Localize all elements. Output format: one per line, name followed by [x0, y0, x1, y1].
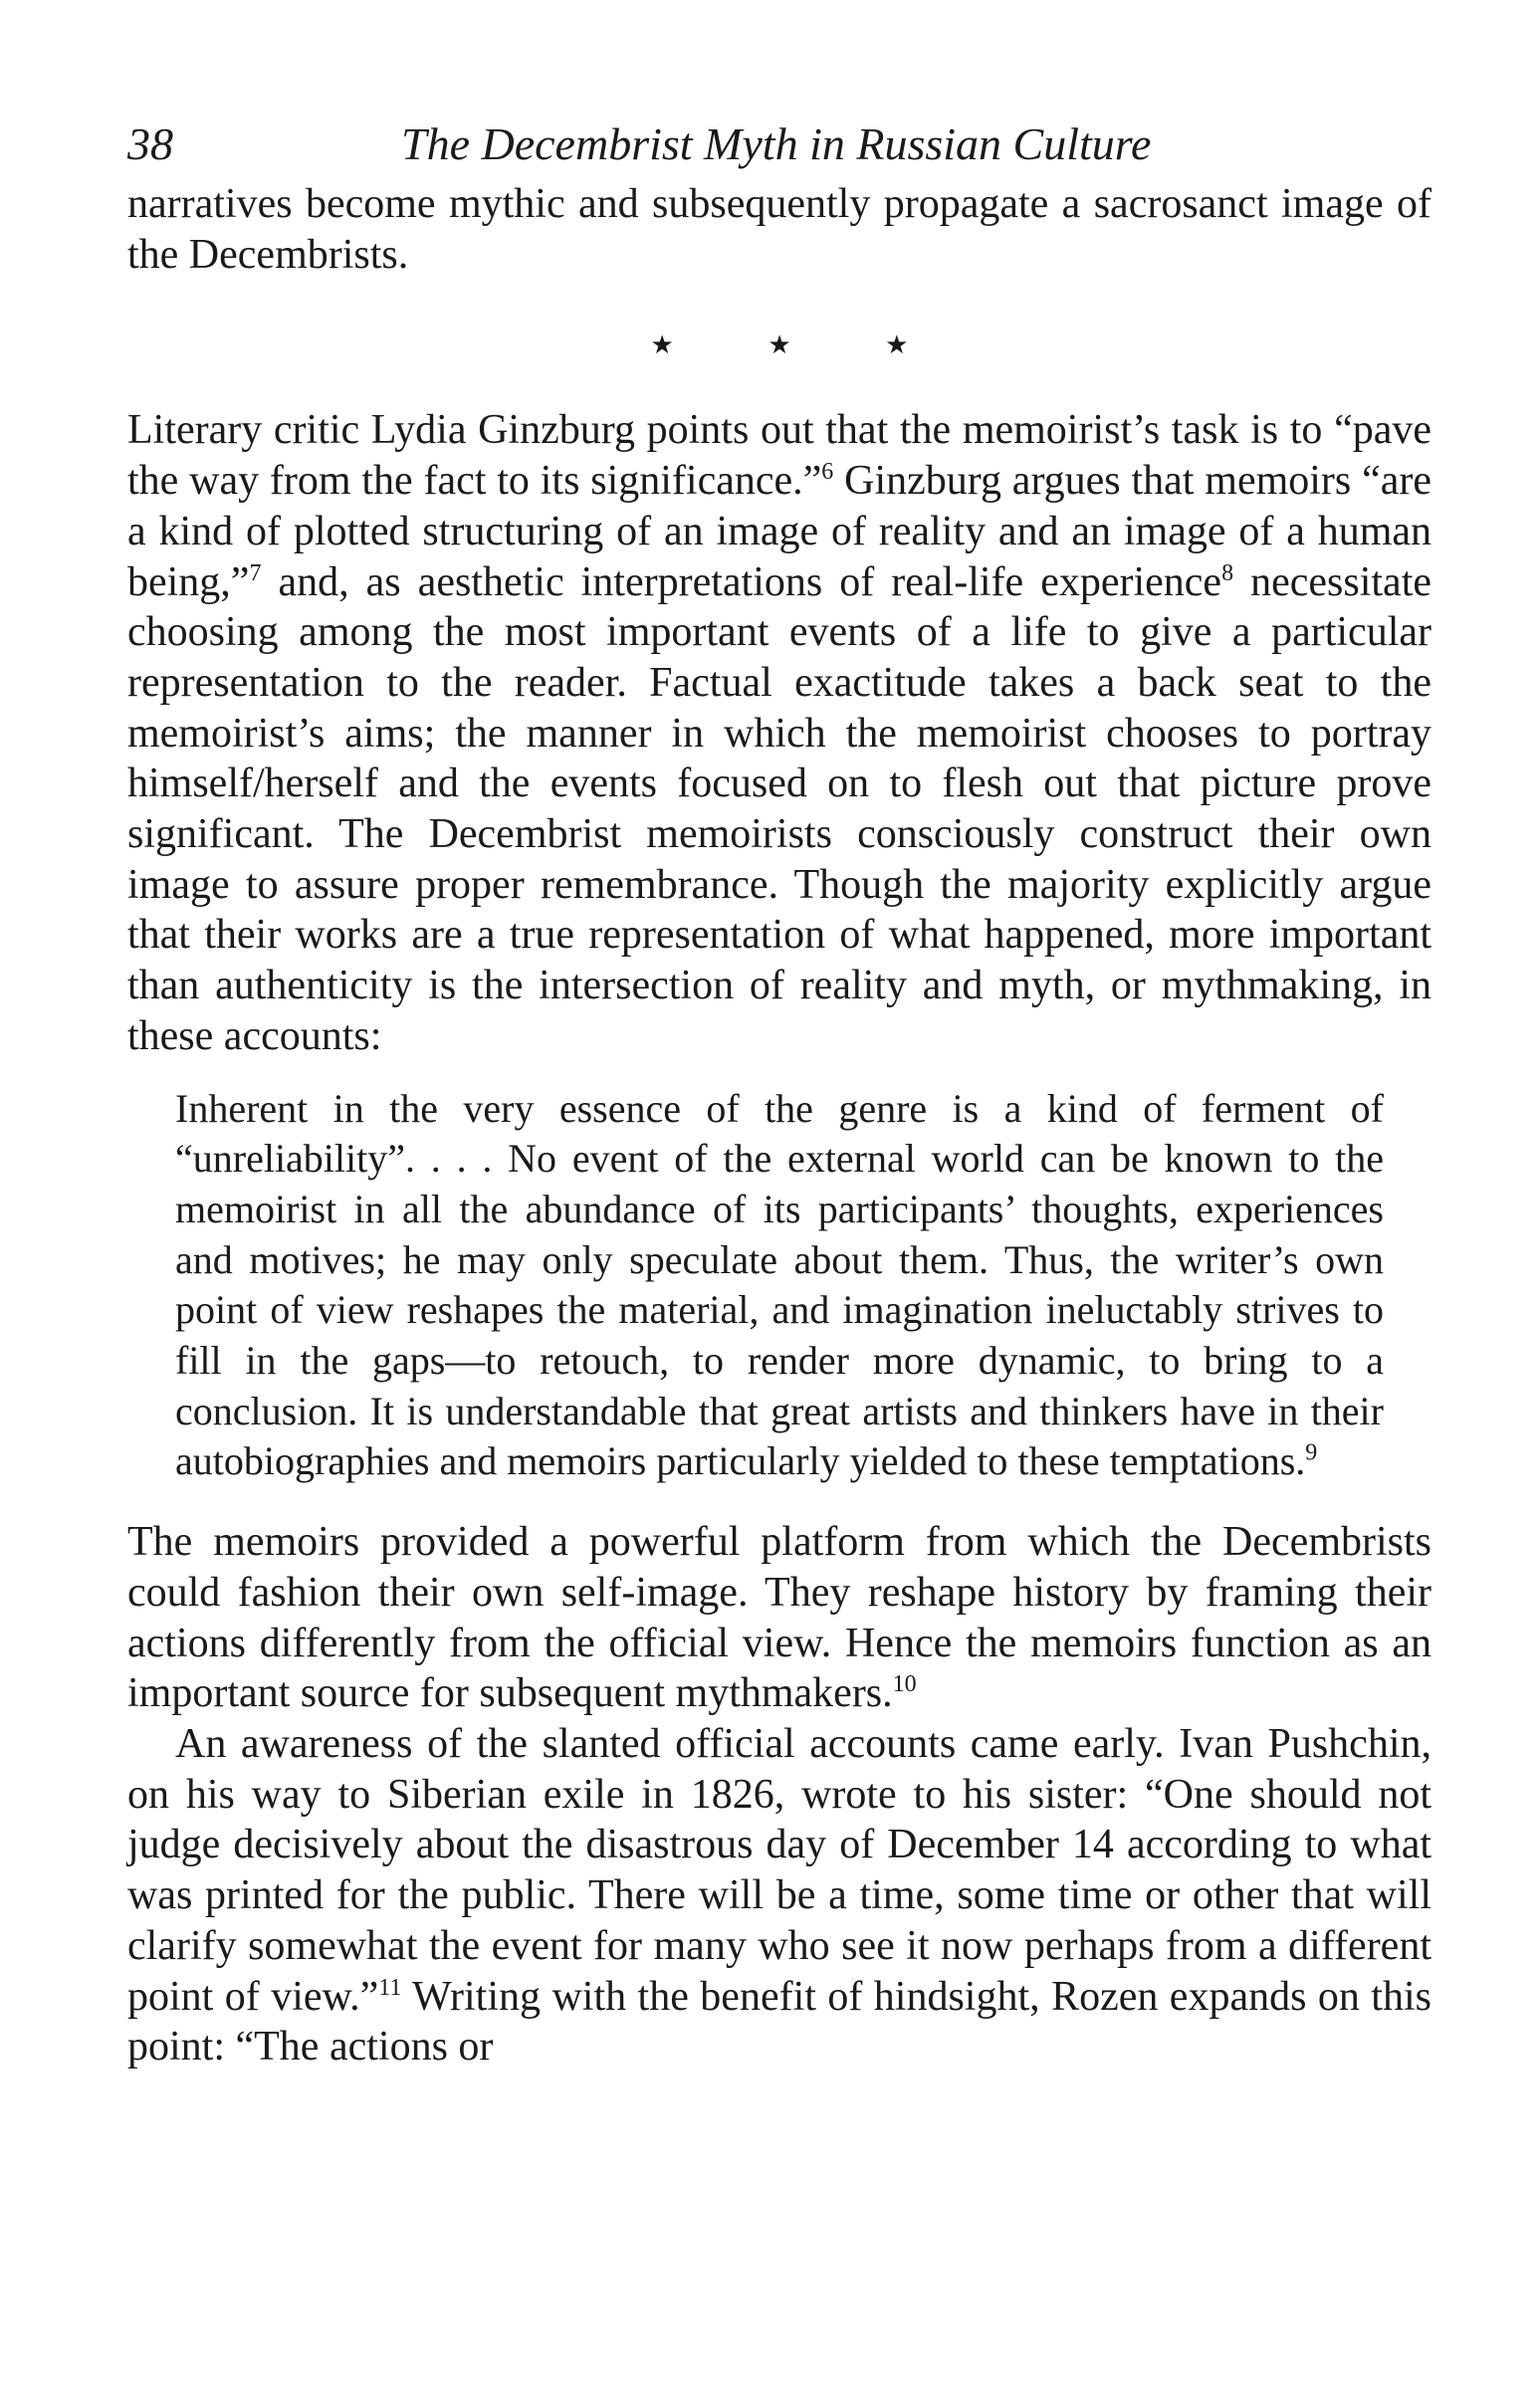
paragraph-pushchin [127, 1719, 1431, 2072]
paragraph-text: Ginzburg argues that memoirs “are a kind of plotted structuring of an image of reality and an image of a human being,” [127, 458, 1431, 605]
page-number: 38 [127, 118, 173, 169]
footnote-marker: 6 [821, 459, 834, 486]
paragraph-text: and, as aesthetic interpretations of real-life experience [261, 558, 1222, 605]
block-quote [175, 1084, 1384, 1488]
section-break-stars: ★ ★ ★ [650, 330, 953, 360]
footnote-marker: 8 [1221, 559, 1234, 586]
paragraph-memoirs-platform [127, 1517, 1431, 1719]
footnote-marker: 10 [892, 1671, 917, 1698]
footnote-marker: 11 [378, 1974, 402, 2001]
paragraph-text: Literary critic Lydia Ginzburg points out that the memoirist’s task is to “pave the way from the fact to its significance.” [127, 407, 1431, 505]
footnote-marker: 9 [1305, 1440, 1318, 1467]
paragraph-text: The memoirs provided a powerful platform from which the Decembrists could fashion their own self-image. They reshape history by framing their actions differently from the official view. Hence the memoirs function as an important source for subsequent mythmakers. [127, 1519, 1431, 1717]
paragraph-continued: narratives become mythic and subsequently propagate a sacrosanct image of the Decembrists. [127, 181, 1431, 278]
running-title: The Decembrist Myth in Russian Culture [401, 118, 1152, 169]
paragraph-ginzburg [127, 405, 1431, 1061]
book-page [127, 109, 1431, 2072]
paragraph-text: Writing with the benefit of hindsight, Rozen expands on this point: “The actions or [127, 1973, 1431, 2071]
quote-text: Inherent in the very essence of the genre is a kind of ferment of “unreliability”. . . . No event of the external world can be known to the memoirist in all the abundance of its participants’ thoughts, experiences and motives; he may only speculate about them. Thus, the writer’s own point of view reshapes the material, and imagination ineluctably strives to fill in the gaps—to retouch, to render more dynamic, to bring to a conclusion. It is understandable that great artists and thinkers have in their autobiographies and memoirs particularly yielded to these temptations. [175, 1085, 1384, 1484]
paragraph-text: necessitate choosing among the most important events of a life to give a particular representation to the reader. Factual exactitude takes a back seat to the memoirist’s aims; the manner in which the memoirist chooses to portray himself/herself and the events focused on to flesh out that picture prove significant. The Decembrist memoirists consciously construct their own image to assure proper remembrance. Though the majority explicitly argue that their works are a true representation of what happened, more important than authenticity is the intersection of reality and myth, or mythmaking, in these accounts: [127, 558, 1431, 1059]
footnote-marker: 7 [249, 559, 262, 586]
running-head [127, 109, 1431, 179]
paragraph-text: An awareness of the slanted official accounts came early. Ivan Pushchin, on his way to Siberian exile in 1826, wrote to his sister: “One should not judge decisively about the disastrous day of December 14 according to what was printed for the public. There will be a time, some time or other that will clarify somewhat the event for many who see it now perhaps from a different point of view.” [127, 1720, 1431, 2020]
